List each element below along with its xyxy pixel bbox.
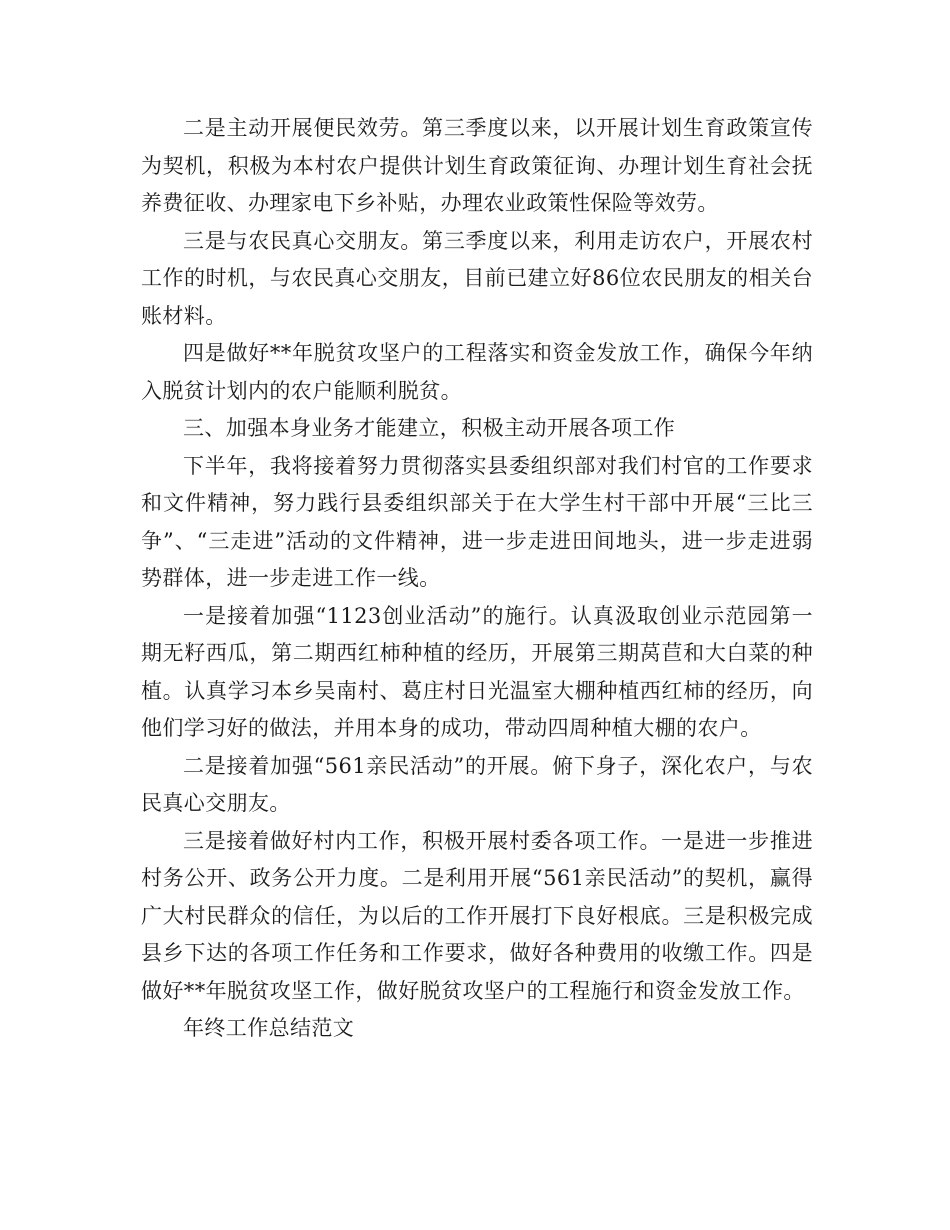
document-title-footer: 年终工作总结范文	[183, 1016, 355, 1040]
paragraph-friends: 三是与农民真心交朋友。第三季度以来，利用走访农户，开展农村工作的时机，与农民真心交朋友，目前已建立好86位农民朋友的相关台账材料。	[141, 228, 813, 328]
paragraph-561-activity: 二是接着加强“561亲民活动”的开展。俯下身子，深化农户，与农民真心交朋友。	[141, 753, 813, 815]
section-heading: 三、加强本身业务才能建立，积极主动开展各项工作	[183, 416, 676, 440]
paragraph-village-work: 三是接着做好村内工作，积极开展村委各项工作。一是进一步推进村务公开、政务公开力度。二是利用开展“561亲民活动”的契机，赢得广大村民群众的信任，为以后的工作开展打下良好根底。三是积极完成县乡下达的各项工作任务和工作要求，做好各种费用的收缴工作。四是做好**年脱贫攻坚工作，做好脱贫攻坚户的工程施行和资金发放工作。	[141, 828, 813, 1003]
paragraph-service: 二是主动开展便民效劳。第三季度以来，以开展计划生育政策宣传为契机，积极为本村农户提供计划生育政策征询、办理计划生育社会抚养费征收、办理家电下乡补贴，办理农业政策性保险等效劳。	[141, 116, 813, 215]
paragraph-plan: 下半年，我将接着努力贯彻落实县委组织部对我们村官的工作要求和文件精神，努力践行县委组织部关于在大学生村干部中开展“三比三争”、“三走进”活动的文件精神，进一步走进田间地头，进一步走进弱势群体，进一步走进工作一线。	[141, 453, 813, 590]
paragraph-poverty: 四是做好**年脱贫攻坚户的工程落实和资金发放工作，确保今年纳入脱贫计划内的农户能顺利脱贫。	[141, 341, 813, 403]
document-body	[141, 110, 813, 1048]
paragraph-entrepreneurship: 一是接着加强“1123创业活动”的施行。认真汲取创业示范园第一期无籽西瓜，第二期西红柿种植的经历，开展第三期莴苣和大白菜的种植。认真学习本乡吴南村、葛庄村日光温室大棚种植西红柿的经历，向他们学习好的做法，并用本身的成功，带动四周种植大棚的农户。	[141, 603, 813, 740]
